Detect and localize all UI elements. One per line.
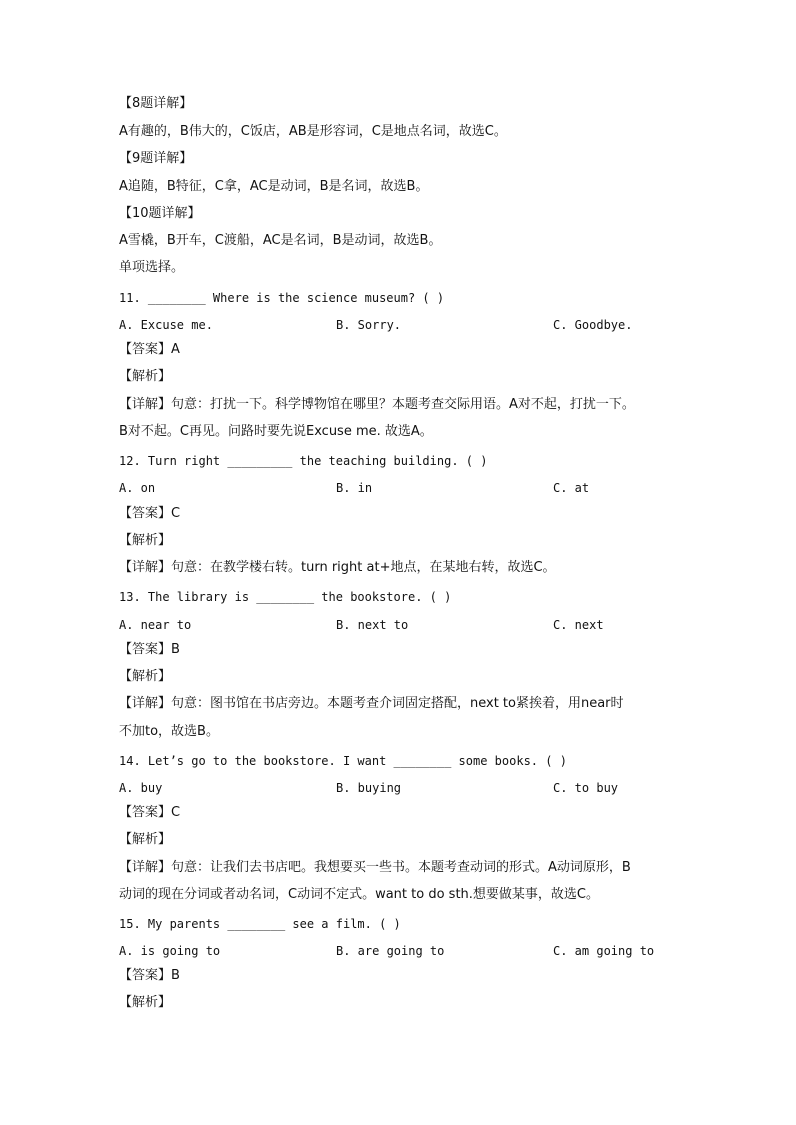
question-13-analysis-label: 【解析】 — [119, 669, 172, 684]
question-13-option-a: A. near to — [119, 618, 192, 632]
question-15-analysis-label: 【解析】 — [119, 995, 172, 1010]
question-15-option-a: A. is going to — [119, 944, 221, 958]
question-11-detail-line-2: B对不起。C再见。问路时要先说Excuse me. 故选A。 — [119, 424, 433, 439]
question-12-answer: 【答案】C — [119, 506, 181, 521]
question-12-detail-line-1: 【详解】句意：在教学楼右转。turn right at+地点，在某地右转，故选C。 — [119, 560, 556, 575]
question-14-option-b: B. buying — [336, 781, 402, 795]
question-15-option-c: C. am going to — [553, 944, 655, 958]
question-13-option-b: B. next to — [336, 618, 409, 632]
question-12-analysis-label: 【解析】 — [119, 533, 172, 548]
question-11-stem: 11. ________ Where is the science museum? ( ) — [119, 291, 445, 305]
section-8-body: A有趣的，B伟大的，C饭店，AB是形容词，C是地点名词，故选C。 — [119, 124, 507, 139]
question-13-answer: 【答案】B — [119, 642, 180, 657]
section-10-body: A雪橇，B开车，C渡船，AC是名词，B是动词，故选B。 — [119, 233, 442, 248]
question-13-detail-line-2: 不加to，故选B。 — [119, 724, 219, 739]
question-15-stem: 15. My parents ________ see a film. ( ) — [119, 917, 401, 931]
section-8-heading: 【8题详解】 — [119, 96, 193, 111]
question-13-option-c: C. next — [553, 618, 604, 632]
question-15-option-b: B. are going to — [336, 944, 445, 958]
section-title: 单项选择。 — [119, 260, 185, 275]
question-14-answer: 【答案】C — [119, 805, 181, 820]
question-15-answer: 【答案】B — [119, 968, 180, 983]
question-11-answer: 【答案】A — [119, 342, 180, 357]
question-11-option-a: A. Excuse me. — [119, 318, 213, 332]
question-12-option-b: B. in — [336, 481, 373, 495]
question-14-option-a: A. buy — [119, 781, 163, 795]
question-11-option-b: B. Sorry. — [336, 318, 402, 332]
question-11-option-c: C. Goodbye. — [553, 318, 633, 332]
question-14-analysis-label: 【解析】 — [119, 832, 172, 847]
question-14-stem: 14. Let’s go to the bookstore. I want ________ some books. ( ) — [119, 754, 567, 768]
section-9-body: A追随，B特征，C拿，AC是动词，B是名词，故选B。 — [119, 179, 429, 194]
question-12-option-a: A. on — [119, 481, 156, 495]
question-11-analysis-label: 【解析】 — [119, 369, 172, 384]
question-14-option-c: C. to buy — [553, 781, 619, 795]
question-13-detail-line-1: 【详解】句意：图书馆在书店旁边。本题考查介词固定搭配，next to紧挨着，用near时 — [119, 696, 624, 711]
question-14-detail-line-1: 【详解】句意：让我们去书店吧。我想要买一些书。本题考查动词的形式。A动词原形，B — [119, 860, 631, 875]
section-9-heading: 【9题详解】 — [119, 151, 193, 166]
question-13-stem: 13. The library is ________ the bookstore. ( ) — [119, 590, 452, 604]
question-14-detail-line-2: 动词的现在分词或者动名词，C动词不定式。want to do sth.想要做某事，故选C。 — [119, 887, 599, 902]
question-12-stem: 12. Turn right _________ the teaching building. ( ) — [119, 454, 488, 468]
question-11-detail-line-1: 【详解】句意：打扰一下。科学博物馆在哪里？本题考查交际用语。A对不起，打扰一下。 — [119, 397, 635, 412]
question-12-option-c: C. at — [553, 481, 590, 495]
section-10-heading: 【10题详解】 — [119, 206, 201, 221]
